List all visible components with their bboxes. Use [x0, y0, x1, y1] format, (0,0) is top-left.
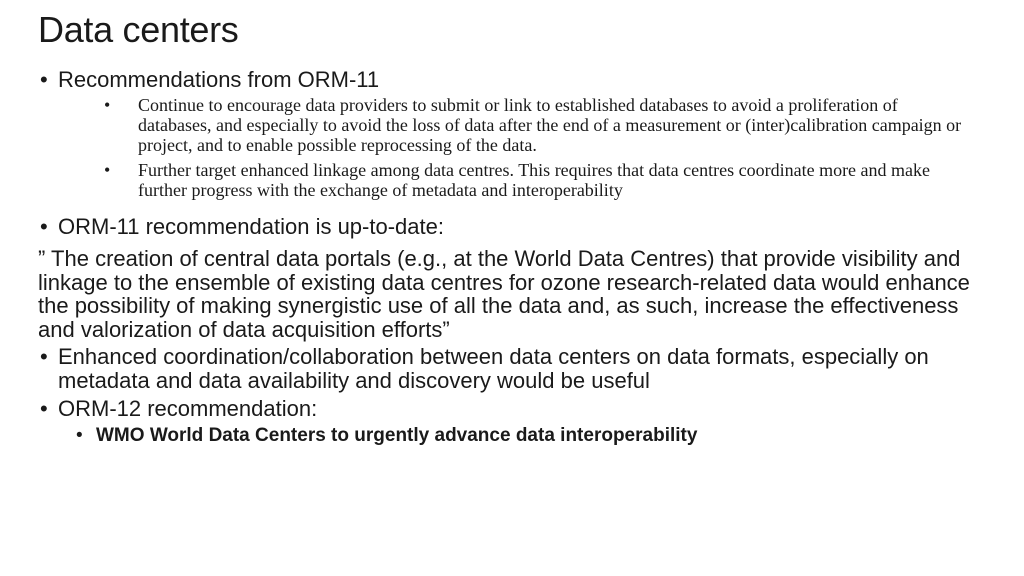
bullet-marker: •	[40, 214, 48, 239]
sub-bullet-item	[104, 95, 968, 155]
slide-title: Data centers	[38, 9, 239, 50]
bullet-text: Enhanced coordination/collaboration between data centers on data formats, especially on metadata and data availability and discovery would be useful	[58, 344, 929, 393]
bullet-text: ORM-12 recommendation:	[58, 396, 318, 421]
bullet-enhanced-coordination	[38, 345, 998, 393]
bullet-orm11-recommendations	[38, 68, 998, 92]
bullet-marker: •	[40, 67, 48, 92]
bullet-text: ORM-11 recommendation is up-to-date:	[58, 214, 444, 239]
bullet-marker: •	[104, 95, 111, 115]
sub-bullet-text: Further target enhanced linkage among data centres. This requires that data centres coordinate more and make further progress with the exchange of metadata and interoperability	[138, 160, 931, 200]
quote-paragraph: ” The creation of central data portals (e.g., at the World Data Centres) that provide visibility and linkage to the ensemble of existing data centres for ozone research-related data would enhance the possibility of making synergistic use of all the data and, as such, increase the effectiveness and valorization of data acquisition efforts”	[38, 246, 970, 342]
orm11-sub-list	[104, 95, 968, 200]
bullet-orm12-recommendation	[38, 397, 998, 421]
slide-body	[38, 68, 998, 447]
bullet-marker: •	[40, 396, 48, 421]
bullet-orm11-up-to-date	[38, 215, 998, 239]
bullet-marker: •	[40, 344, 48, 369]
bullet-marker: •	[76, 425, 83, 446]
sub-bullet-text: Continue to encourage data providers to submit or link to established databases to avoid a proliferation of databases, and especially to avoid the loss of data after the end of a measurement or (inter)calibration campaign or project, and to enable possible reprocessing of the data.	[138, 95, 962, 155]
sub-bullet-wmo	[76, 425, 998, 447]
bullet-text: Recommendations from ORM-11	[58, 67, 380, 92]
bullet-marker: •	[104, 160, 111, 180]
sub-bullet-text: WMO World Data Centers to urgently advance data interoperability	[96, 425, 698, 446]
sub-bullet-item	[104, 160, 968, 200]
